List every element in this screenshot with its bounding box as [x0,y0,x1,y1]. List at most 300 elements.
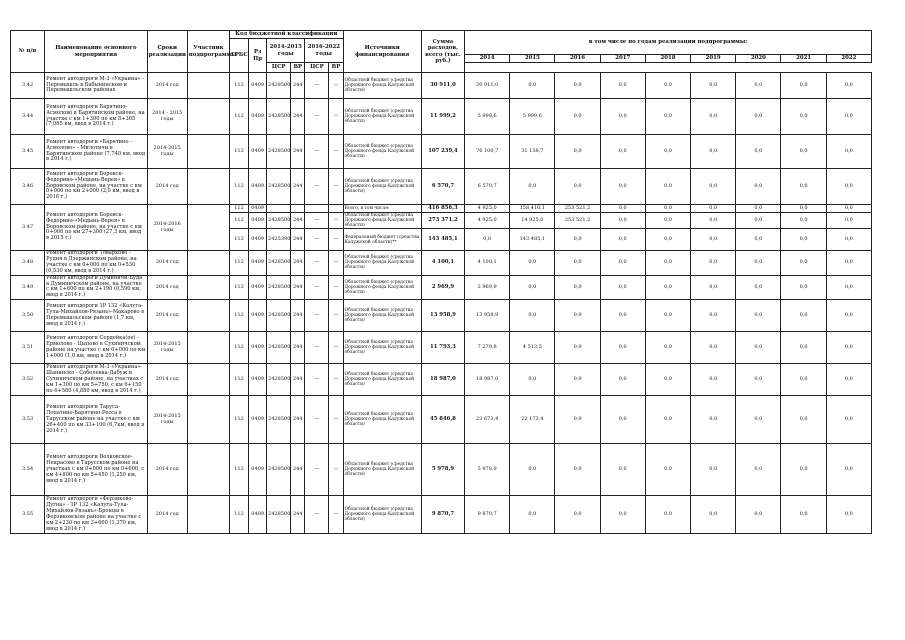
vr-code-2 [329,205,343,213]
csr-code-2: — [305,444,329,496]
table-row [11,332,872,364]
year-value-2014: 5 999,6 [465,99,510,135]
year-value-2021: 0,0 [781,496,826,534]
year-header-2014: 2014 [465,55,510,63]
year-value-2016: 0,0 [555,229,600,251]
year-value-2019: 0,0 [691,205,736,213]
total-sum: 13 958,9 [421,300,464,332]
row-number: 3.45 [11,135,45,169]
csr-code: 2428500 [267,496,291,534]
total-sum: 107 239,4 [421,135,464,169]
csr-code: 2428500 [267,213,291,229]
grbs-code: 112 [229,332,248,364]
year-value-2020: 0,0 [736,213,781,229]
year-value-2021: 0,0 [781,99,826,135]
activity-name: Ремонт автодороги М-3 «Украина»-Шанинско - Соболевка-Дабуж в Сухиничском районе, на участках с км 1+300 по км 5+750, с км 6+150 по 6+580 (4,880 км, ввод в 2014 г.) [45,364,147,396]
year-value-2017: 0,0 [600,213,645,229]
year-value-2022: 0,0 [826,229,871,251]
year-value-2022: 0,0 [826,444,871,496]
activity-name: Ремонт автодороги Боровск-Федорино-«Медынь-Верея» в Боровском районе, на участке с км 0+000 по км 27+300 (27,3 км, ввод в 2015 г.) [45,205,147,251]
year-value-2015: 0,0 [510,169,555,205]
total-sum: 5 978,9 [421,444,464,496]
year-value-2022: 0,0 [826,251,871,276]
implementation-term: 2014-2015 годы [147,396,187,444]
year-value-2017: 0,0 [600,135,645,169]
grbs-code: 112 [229,99,248,135]
funding-source: Областной бюджет (средства Дорожного фонда Калужской области) [343,444,421,496]
year-value-2016: 0,0 [555,73,600,99]
year-value-2022: 0,0 [826,364,871,396]
funding-source: Областной бюджет (средства Дорожного фонда Калужской области) [343,135,421,169]
csr-code-2: — [305,251,329,276]
grbs-code: 112 [229,73,248,99]
year-value-2015: 5 999,6 [510,99,555,135]
csr-code [267,205,291,213]
activity-name: Ремонт автодороги Товарково - Рудня в Дзержинском районе, на участке с км 0+000 по км 0+530 (0,530 км, ввод в 2014 г.) [45,251,147,276]
row-number: 3.55 [11,496,45,534]
funding-source: Областной бюджет (средства Дорожного фонда Калужской области) [343,275,421,300]
year-value-2016: 253 521,2 [555,213,600,229]
year-value-2016: 0,0 [555,300,600,332]
activity-name: Ремонт автодороги «Барятино – Асмолово» - Милотичи в Барятинском районе (7,740 км, ввод в 2014 г.) [45,135,147,169]
year-value-2014: 6 570,7 [465,169,510,205]
year-value-2017: 0,0 [600,396,645,444]
year-value-2022: 0,0 [826,169,871,205]
year-value-2015: 0,0 [510,275,555,300]
col-participant-header: Участник подпрограммы [187,31,229,73]
table-row [11,135,872,169]
year-value-2019: 0,0 [691,332,736,364]
table-row [11,364,872,396]
year-value-2019: 0,0 [691,73,736,99]
year-value-2019: 0,0 [691,169,736,205]
year-value-2017: 0,0 [600,275,645,300]
csr-code-2: — [305,73,329,99]
table-row [11,444,872,496]
year-value-2018: 0,0 [645,251,690,276]
year-value-2014: 4 100,1 [465,251,510,276]
year-value-2021: 0,0 [781,229,826,251]
year-value-2022: 0,0 [826,205,871,213]
year-value-2015: 0,0 [510,364,555,396]
year-value-2014: 18 987,0 [465,364,510,396]
year-value-2021: 0,0 [781,364,826,396]
table-row [11,205,872,213]
total-sum: 143 485,1 [421,229,464,251]
participant-cell [187,99,229,135]
vr-code-2: — [329,229,343,251]
program-table-page [10,30,872,534]
year-value-2014: 13 958,9 [465,300,510,332]
year-value-2018: 0,0 [645,205,690,213]
csr-code-2: — [305,300,329,332]
year-value-2015: 0,0 [510,251,555,276]
csr-code-2: — [305,332,329,364]
year-value-2016: 0,0 [555,99,600,135]
participant-cell [187,332,229,364]
year-value-2016: 0,0 [555,396,600,444]
rzpr-code: 0409 [249,300,267,332]
csr-code: 2428500 [267,396,291,444]
year-value-2022: 0,0 [826,275,871,300]
year-header-2017: 2017 [600,55,645,63]
year-value-2018: 0,0 [645,99,690,135]
row-number: 3.52 [11,364,45,396]
implementation-term: 2014 год [147,73,187,99]
year-value-2017: 0,0 [600,205,645,213]
total-sum: 30 911,0 [421,73,464,99]
csr-code-2: — [305,135,329,169]
year-value-2018: 0,0 [645,135,690,169]
csr-code: 2428500 [267,73,291,99]
funding-source: Областной бюджет (средства Дорожного фонда Калужской области) [343,364,421,396]
year-header-2020: 2020 [736,55,781,63]
activity-name: Ремонт автодороги Таруса-Лопатино-Барятино-Ресса в Тарусском районе на участке с км 26+400 по км 33+100 (6,7км, ввод в 2014 г.) [45,396,147,444]
table-row [11,169,872,205]
vr-code-2: — [329,251,343,276]
year-value-2014: 4 925,0 [465,205,510,213]
year-value-2016: 0,0 [555,332,600,364]
participant-cell [187,169,229,205]
year-value-2021: 0,0 [781,300,826,332]
participant-cell [187,300,229,332]
row-number: 3.47 [11,205,45,251]
funding-source: Федеральный бюджет (средства Калужской области)** [343,229,421,251]
implementation-term: 2014-2015 годы [147,332,187,364]
row-number: 3.46 [11,169,45,205]
implementation-term: 2014 год [147,275,187,300]
implementation-term: 2014 год [147,364,187,396]
csr-code: 2428500 [267,169,291,205]
funding-source: Областной бюджет (средства Дорожного фонда Калужской области) [343,73,421,99]
year-value-2022: 0,0 [826,213,871,229]
participant-cell [187,444,229,496]
year-value-2016: 0,0 [555,135,600,169]
total-sum: 18 987,0 [421,364,464,396]
year-value-2019: 0,0 [691,396,736,444]
rzpr-code: 0409 [249,275,267,300]
participant-cell [187,275,229,300]
year-value-2014: 2 969,9 [465,275,510,300]
year-value-2022: 0,0 [826,99,871,135]
year-value-2020: 0,0 [736,205,781,213]
funding-source: Областной бюджет (средства Дорожного фонда Калужской области) [343,396,421,444]
grbs-code: 112 [229,444,248,496]
vr-header: ВР [291,63,305,73]
year-value-2021: 0,0 [781,169,826,205]
vr-code: 244 [291,213,305,229]
year-value-2015: 22 173,4 [510,396,555,444]
year-value-2014: 76 100,7 [465,135,510,169]
activity-name: Ремонт автодороги Волковское-Некрасово в Тарусском районе на участках с км 0+000 по км 0+600, с км 4+800 по км 5+450 (1,250 км, ввод в 2014 г.) [45,444,147,496]
total-sum: 273 371,2 [421,213,464,229]
year-value-2020: 0,0 [736,73,781,99]
year-value-2020: 0,0 [736,135,781,169]
year-value-2018: 0,0 [645,169,690,205]
activity-name: Ремонт автодороги М-3 «Украина» - Перемышль в Бабынинском и Перемышльском районах [45,73,147,99]
year-value-2014: 4 925,0 [465,213,510,229]
year-value-2017: 0,0 [600,73,645,99]
funding-source: Областной бюджет (средства Дорожного фонда Калужской области) [343,213,421,229]
vr-code: 244 [291,396,305,444]
table-row [11,99,872,135]
year-value-2017: 0,0 [600,364,645,396]
year-value-2021: 0,0 [781,205,826,213]
table-row [11,73,872,99]
participant-cell [187,251,229,276]
year-value-2022: 0,0 [826,300,871,332]
year-value-2020: 0,0 [736,99,781,135]
vr-code: 244 [291,275,305,300]
activity-name: Ремонт автодороги Сердейка(ое) - Ермолово - Цыпово в Сухиничском районе на участке с км 0+000 по км 1+000 (1,0 км, ввод в 2014 г.) [45,332,147,364]
table-row [11,300,872,332]
year-value-2022: 0,0 [826,73,871,99]
col-terms-header: Сроки реализации [147,31,187,73]
col-name-header: Наименование основного мероприятия [45,31,147,73]
year-value-2017: 0,0 [600,332,645,364]
year-value-2021: 0,0 [781,332,826,364]
vr-code-2: — [329,73,343,99]
year-value-2021: 0,0 [781,396,826,444]
rzpr-code: 0409 [249,229,267,251]
rzpr-code: 0409 [249,444,267,496]
year-value-2016: 0,0 [555,496,600,534]
row-number: 3.53 [11,396,45,444]
vr-code-2: — [329,275,343,300]
year-value-2021: 0,0 [781,444,826,496]
year-value-2016: 0,0 [555,444,600,496]
rzpr-code: 0409 [249,332,267,364]
year-header-2021: 2021 [781,55,826,63]
csr-code: 2425390 [267,229,291,251]
row-number: 3.48 [11,251,45,276]
year-value-2021: 0,0 [781,73,826,99]
year-value-2016: 253 521,2 [555,205,600,213]
vr-code [291,205,305,213]
csr-code: 2428500 [267,99,291,135]
year-value-2020: 0,0 [736,275,781,300]
year-value-2017: 0,0 [600,251,645,276]
year-header-2015: 2015 [510,55,555,63]
implementation-term: 2014 год [147,251,187,276]
total-sum: 6 570,7 [421,169,464,205]
year-value-2016: 0,0 [555,275,600,300]
year-value-2018: 0,0 [645,73,690,99]
vr-code: 244 [291,332,305,364]
rzpr-code: 0409 [249,205,267,213]
subprogram-activities-table [10,30,872,534]
year-value-2019: 0,0 [691,364,736,396]
implementation-term: 2014 год [147,300,187,332]
vr-code-2: — [329,213,343,229]
year-value-2018: 0,0 [645,444,690,496]
year-value-2015: 14 925,0 [510,213,555,229]
participant-cell [187,364,229,396]
year-value-2021: 0,0 [781,251,826,276]
year-value-2019: 0,0 [691,251,736,276]
funding-source: Областной бюджет (средства Дорожного фонда Калужской области) [343,496,421,534]
year-value-2017: 0,0 [600,99,645,135]
funding-source: Областной бюджет (средства Дорожного фонда Калужской области) [343,251,421,276]
csr-code-2: — [305,99,329,135]
participant-cell [187,496,229,534]
year-value-2015: 158 410,1 [510,205,555,213]
year-value-2015: 0,0 [510,300,555,332]
grbs-code: 112 [229,229,248,251]
year-value-2018: 0,0 [645,496,690,534]
vr-code-2: — [329,332,343,364]
csr-code-2: — [305,275,329,300]
year-value-2022: 0,0 [826,396,871,444]
vr-code: 244 [291,99,305,135]
rzpr-code: 0409 [249,364,267,396]
col-source-header: Источники финансирования [343,31,421,73]
csr-code-2: — [305,213,329,229]
grbs-code: 112 [229,205,248,213]
grbs-code: 112 [229,496,248,534]
year-value-2014: 9 870,7 [465,496,510,534]
vr-code: 244 [291,496,305,534]
rzpr-code: 0409 [249,73,267,99]
row-number: 3.44 [11,99,45,135]
vr-code: 244 [291,364,305,396]
implementation-term: 2014-2016 годы [147,205,187,251]
row-number: 3.51 [11,332,45,364]
rzpr-header: Рз Пр [249,39,267,73]
year-value-2017: 0,0 [600,169,645,205]
year-value-2019: 0,0 [691,229,736,251]
vr-code: 244 [291,73,305,99]
csr-code: 2428500 [267,251,291,276]
year-value-2017: 0,0 [600,444,645,496]
year-value-2016: 0,0 [555,169,600,205]
table-body [11,73,872,534]
rzpr-code: 0409 [249,135,267,169]
year-value-2020: 0,0 [736,251,781,276]
vr-code-2: — [329,444,343,496]
year-value-2019: 0,0 [691,300,736,332]
year-value-2015: 0,0 [510,444,555,496]
total-sum: 45 846,8 [421,396,464,444]
row-number: 3.49 [11,275,45,300]
year-header-2022: 2022 [826,55,871,63]
year-value-2022: 0,0 [826,135,871,169]
year-value-2017: 0,0 [600,300,645,332]
implementation-term: 2014 год [147,169,187,205]
implementation-term: 2014 год [147,444,187,496]
total-sum: 4 100,1 [421,251,464,276]
rzpr-code: 0409 [249,99,267,135]
activity-name: Ремонт автодороги 1Р 132 «Калуга-Тула-Михайлов-Рязань»-Макарово в Перемышльском районе (1,7 км, ввод в 2014 г.) [45,300,147,332]
total-sum: 11 999,2 [421,99,464,135]
csr-header: ЦСР [267,63,291,73]
vr-code: 244 [291,444,305,496]
year-value-2020: 0,0 [736,169,781,205]
year-value-2015: 0,0 [510,496,555,534]
csr-header-2: ЦСР [305,63,329,73]
year-value-2018: 0,0 [645,213,690,229]
vr-code: 244 [291,300,305,332]
year-value-2019: 0,0 [691,213,736,229]
year-value-2018: 0,0 [645,332,690,364]
row-number: 3.42 [11,73,45,99]
col-sum-header: Сумма расходов, всего (тыс. руб.) [421,31,464,73]
implementation-term: 2014 - 2015 годы [147,99,187,135]
year-value-2018: 0,0 [645,396,690,444]
year-value-2018: 0,0 [645,300,690,332]
vr-header-2: ВР [329,63,343,73]
csr-code-2: — [305,229,329,251]
csr-code: 2428500 [267,332,291,364]
year-value-2017: 0,0 [600,496,645,534]
year-value-2015: 4 513,5 [510,332,555,364]
year-value-2020: 0,0 [736,229,781,251]
total-sum: 9 870,7 [421,496,464,534]
year-value-2015: 143 485,1 [510,229,555,251]
vr-code: 244 [291,135,305,169]
csr-code-2: — [305,364,329,396]
funding-source: Всего, в том числе: [343,205,421,213]
grbs-code: 112 [229,213,248,229]
year-value-2020: 0,0 [736,364,781,396]
csr-code: 2428500 [267,300,291,332]
csr-code: 2428500 [267,135,291,169]
vr-code-2: — [329,169,343,205]
grbs-code: 112 [229,275,248,300]
participant-cell [187,73,229,99]
year-header-2018: 2018 [645,55,690,63]
table-row [11,496,872,534]
year-value-2019: 0,0 [691,496,736,534]
year-value-2016: 0,0 [555,251,600,276]
funding-source: Областной бюджет (средства Дорожного фонда Калужской области) [343,332,421,364]
rzpr-code: 0409 [249,396,267,444]
participant-cell [187,396,229,444]
csr-code-2 [305,205,329,213]
participant-cell [187,135,229,169]
year-value-2017: 0,0 [600,229,645,251]
year-value-2014: 5 978,9 [465,444,510,496]
vr-code-2: — [329,99,343,135]
activity-name: Ремонт автодороги Думиничи-Буда в Думиничском районе, на участке с км 1+600 по км 2+190 (0,590 км, ввод в 2014 г.) [45,275,147,300]
participant-cell [187,205,229,251]
years-2014-2015-header: 2014-2015 годы [267,39,305,63]
table-row [11,251,872,276]
total-sum: 2 969,9 [421,275,464,300]
vr-code-2: — [329,135,343,169]
grbs-code: 112 [229,396,248,444]
csr-code-2: — [305,396,329,444]
total-sum: 416 856,3 [421,205,464,213]
csr-code: 2428500 [267,364,291,396]
year-value-2020: 0,0 [736,300,781,332]
year-value-2020: 0,0 [736,496,781,534]
year-value-2014: 30 911,0 [465,73,510,99]
grbs-code: 112 [229,364,248,396]
activity-name: Ремонт автодороги Боровск-Федорино-«Медынь-Верея» в Боровском районе, на участке с км 0+000 по км 2+000 (2,0 км, ввод в 2016 г.) [45,169,147,205]
year-value-2018: 0,0 [645,275,690,300]
year-value-2014: 7 279,8 [465,332,510,364]
year-value-2018: 0,0 [645,364,690,396]
year-value-2015: 0,0 [510,73,555,99]
rzpr-code: 0409 [249,213,267,229]
activity-name: Ремонт автодороги «Ферзиково-Дугна» - 1Р 132 «Калуга-Тула-Михайлов-Рязань»-Бронцы в Ферзиковском районе на участке с км 2+230 по км 3+600 (1,370 км, ввод в 2014 г.) [45,496,147,534]
year-value-2016: 0,0 [555,364,600,396]
year-header-2016: 2016 [555,55,600,63]
implementation-term: 2014-2015 годы [147,135,187,169]
funding-source: Областной бюджет (средства Дорожного фонда Калужской области) [343,99,421,135]
vr-code: 244 [291,169,305,205]
